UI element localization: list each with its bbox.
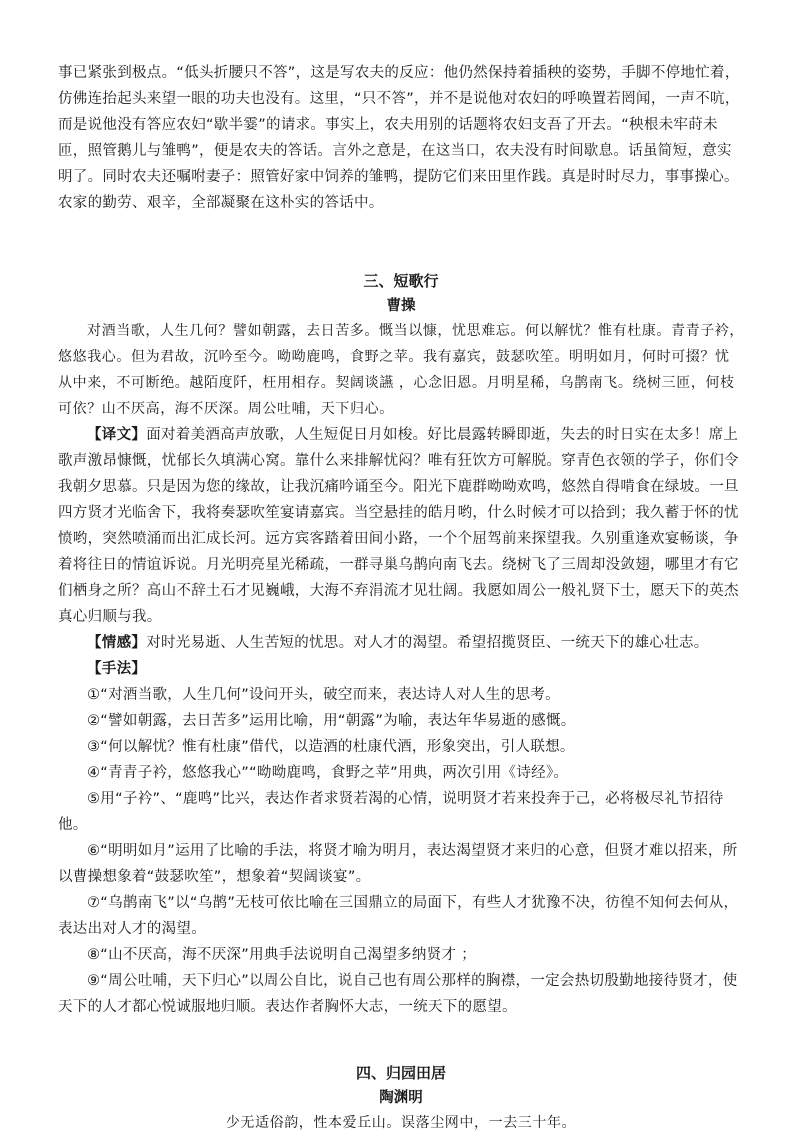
section-guiyuantianju (58, 1060, 744, 1136)
spacer (58, 216, 744, 268)
emotion-label: 【情感】 (87, 635, 147, 651)
document-page (58, 60, 744, 1136)
technique-item: ⑦“乌鹊南飞”以“乌鹊”无枝可依比喻在三国鼎立的局面下，有些人才犹豫不决，彷徨不知何去何从，表达出对人才的渴望。 (58, 895, 739, 937)
intro-paragraph: 事已紧张到极点。“低头折腰只不答”，这是写农夫的反应：他仍然保持着插秧的姿势，手脚不停地忙着，仿佛连抬起头来望一眼的功夫也没有。这里，“只不答”，并不是说他对农妇的呼唤置若罔闻，一声不吭，而是说他没有答应农妇“歇半霎”的请求。事实上，农夫用别的话题将农妇支吾了开去。“秧根未牢莳未匝，照管鹅儿与雏鸭”，便是农夫的答话。言外之意是，在这当口，农夫没有时间歇息。话虽简短，意实明了。同时农夫还嘱咐妻子：照管好家中饲养的雏鸭，提防它们来田里作践。真是时时尽力，事事操心。农家的勤劳、艰辛，全部凝聚在这朴实的答话中。 (58, 65, 740, 211)
technique-item: ①“对酒当歌，人生几何”设问开头，破空而来，表达诗人对人生的思考。 (87, 687, 560, 703)
technique-item: ②“譬如朝露，去日苦多”运用比喻，用“朝露”为喻，表达年华易逝的感慨。 (87, 713, 576, 729)
translation-text: 面对着美酒高声放歌，人生短促日月如梭。好比晨露转瞬即逝，失去的时日实在太多！席上歌声激昂慷慨，忧郁长久填满心窝。靠什么来排解忧闷？唯有狂饮方可解脱。穿青色衣领的学子，你们令我朝夕思慕。只是因为您的缘故，让我沉痛吟诵至今。阳光下鹿群呦呦欢鸣，悠然自得啃食在绿坡。一旦四方贤才光临舍下，我将奏瑟吹笙宴请嘉宾。当空悬挂的皓月哟，什么时候才可以拾到；我久蓄于怀的忧愤哟，突然喷涌而出汇成长河。远方宾客踏着田间小路，一个个屈驾前来探望我。久别重逢欢宴畅谈，争着将往日的情谊诉说。月光明亮星光稀疏，一群寻巢乌鹊向南飞去。绕树飞了三周却没敛翅，哪里才有它们栖身之所？高山不辞土石才见巍峨，大海不弃涓流才见壮阔。我愿如周公一般礼贤下士，愿天下的英杰真心归顺与我。 (58, 427, 739, 625)
technique-item: ⑨“周公吐哺，天下归心”以周公自比，说自己也有周公那样的胸襟，一定会热切殷勤地接待贤才，使天下的人才都心悦诚服地归顺。表达作者胸怀大志，一统天下的愿望。 (58, 973, 738, 1015)
poem-line: 少无适俗韵，性本爱丘山。误落尘网中，一去三十年。 (225, 1115, 577, 1131)
poem-author: 陶渊明 (379, 1090, 423, 1106)
section-duangexing (58, 268, 744, 1020)
poem-text: 对酒当歌，人生几何？譬如朝露，去日苦多。慨当以慷，忧思难忘。何以解忧？惟有杜康。青青子衿，悠悠我心。但为君故，沉吟至今。呦呦鹿鸣，食野之苹。我有嘉宾，鼓瑟吹笙。明明如月，何时可掇？忧从中来，不可断绝。越陌度阡，枉用相存。契阔谈讌 ，心念旧恩。月明星稀，乌鹊南飞。绕树三匝，何枝可依？山不厌高，海不厌深。周公吐哺，天下归心。 (58, 323, 744, 417)
technique-item: ⑥“明明如月”运用了比喻的手法，将贤才喻为明月，表达渴望贤才来归的心意，但贤才难以招来，所以曹操想象着“鼓瑟吹笙”，想象着“契阔谈宴”。 (58, 843, 738, 885)
emotion-paragraph (58, 630, 744, 656)
technique-item: ⑤用“子衿”、“鹿鸣”比兴，表达作者求贤若渴的心情，说明贤才若来投奔于己，必将极尽礼节招待他。 (58, 791, 724, 833)
technique-item: ④“青青子衿，悠悠我心”“呦呦鹿鸣，食野之苹”用典，两次引用《诗经》。 (87, 765, 569, 781)
technique-heading (58, 656, 744, 682)
technique-label: 【手法】 (87, 661, 147, 677)
section-title: 三、短歌行 (363, 272, 439, 290)
poem-author: 曹操 (386, 298, 416, 314)
emotion-text: 对时光易逝、人生苦短的忧思。对人才的渴望。希望招揽贤臣、一统天下的雄心壮志。 (146, 635, 709, 651)
translation-label: 【译文】 (87, 427, 147, 443)
translation-paragraph (58, 422, 744, 630)
section-title: 四、归园田居 (355, 1064, 446, 1082)
spacer (58, 1020, 744, 1060)
technique-item: ⑧“山不厌高，海不厌深”用典手法说明自己渴望多纳贤才 ； (87, 947, 477, 963)
technique-item: ③“何以解忧？惟有杜康”借代，以造酒的杜康代酒，形象突出，引人联想。 (87, 739, 575, 755)
